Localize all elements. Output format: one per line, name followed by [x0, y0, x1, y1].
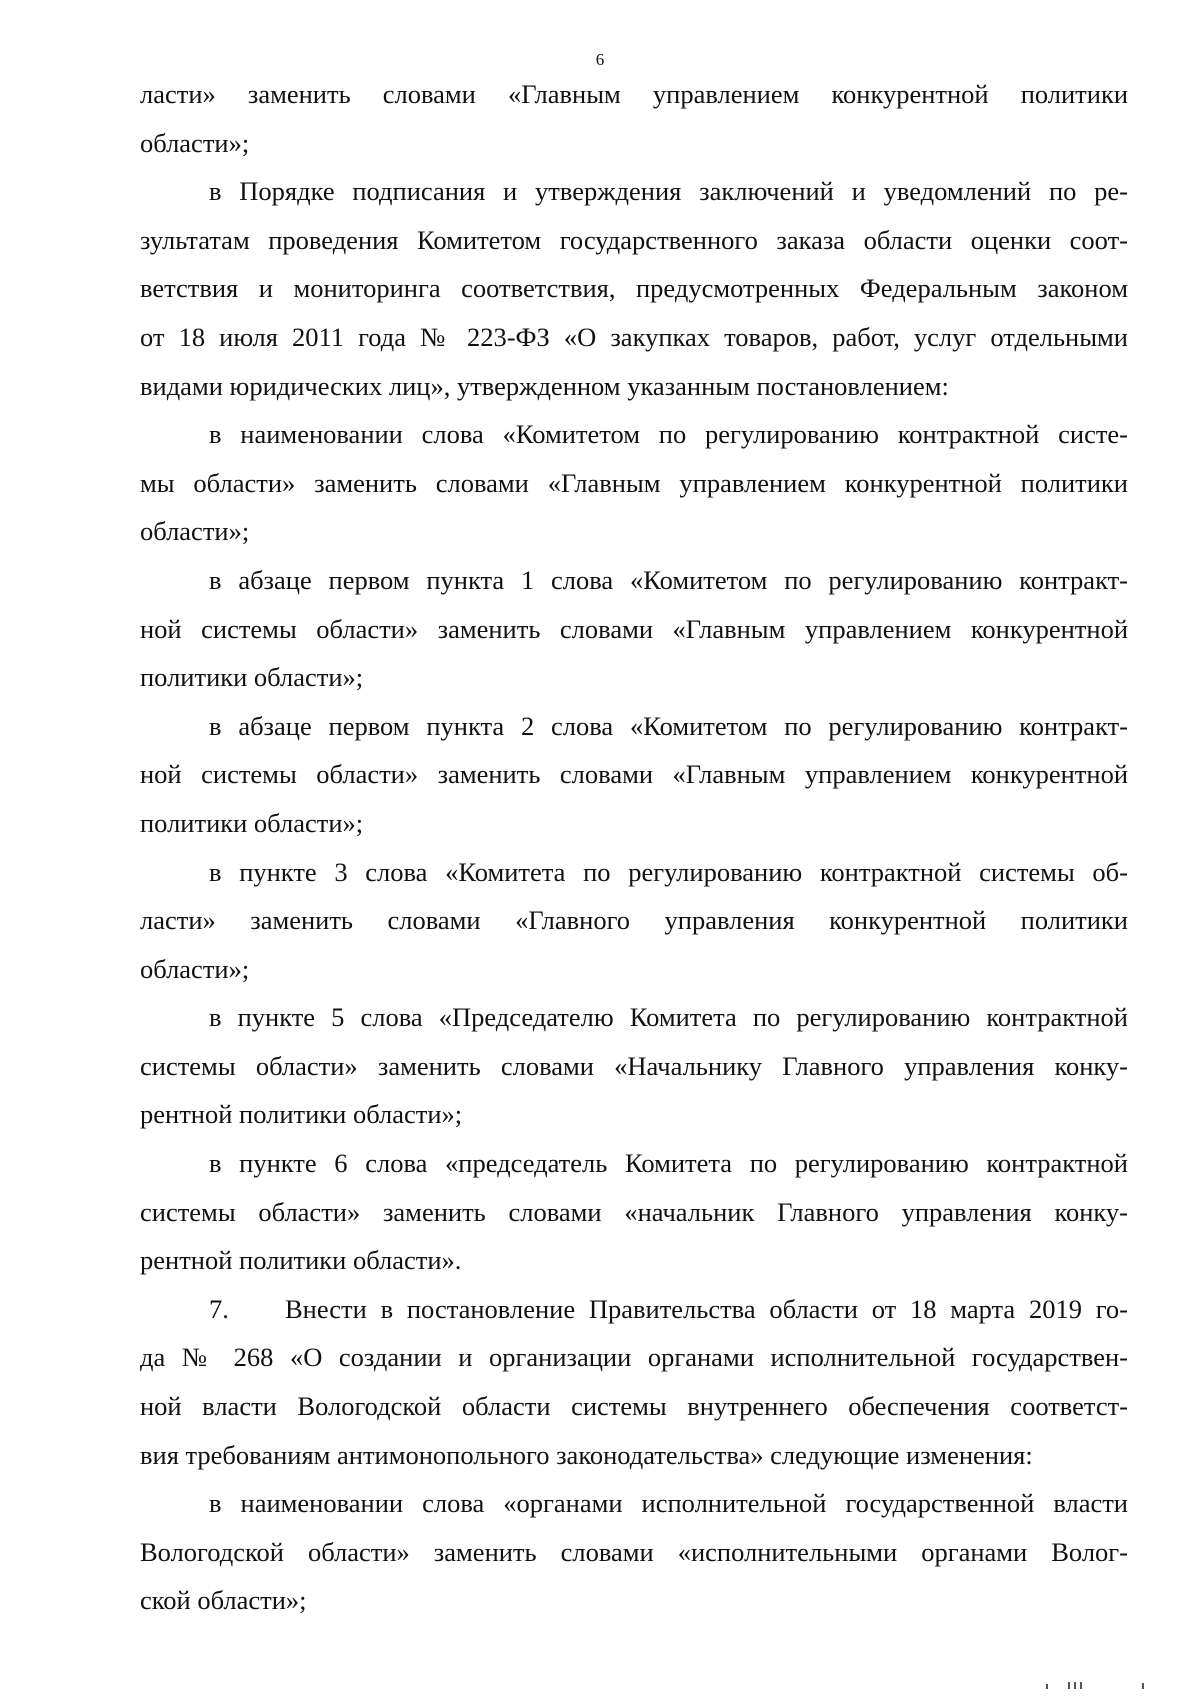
text-line: политики области»;	[140, 807, 364, 838]
text-line: области»;	[140, 127, 250, 158]
text-line: ской области»;	[140, 1585, 307, 1616]
text-line: вия требованиям антимонопольного законодательства» следующие изменения:	[140, 1439, 1033, 1470]
text-line: системы области» заменить словами «Начальнику Главного управления конку-	[140, 1050, 1128, 1081]
text-line: области»;	[140, 953, 250, 984]
page-number: 6	[595, 50, 605, 69]
document-body	[140, 70, 1128, 1625]
text-line: в наименовании слова «Комитетом по регулированию контрактной систе-	[209, 419, 1128, 450]
text-line: в пункте 3 слова «Комитета по регулированию контрактной системы об-	[209, 856, 1128, 887]
text-line: мы области» заменить словами «Главным управлением конкурентной политики	[140, 467, 1128, 498]
text-line: в пункте 5 слова «Председателю Комитета по регулированию контрактной	[209, 1002, 1128, 1033]
text-line: ветствия и мониторинга соответствия, предусмотренных Федеральным законом	[140, 273, 1128, 304]
text-line: видами юридических лиц», утвержденном указанным постановлением:	[140, 370, 949, 401]
scan-artifact-marks	[1038, 1677, 1158, 1689]
text-line: да № 268 «О создании и организации органами исполнительной государствен-	[140, 1342, 1128, 1373]
text-line: системы области» заменить словами «начальник Главного управления конку-	[140, 1196, 1128, 1227]
text-line: ной власти Вологодской области системы внутреннего обеспечения соответст-	[140, 1391, 1128, 1422]
text-line: ласти» заменить словами «Главным управлением конкурентной политики	[140, 79, 1128, 109]
text-line	[140, 1285, 1128, 1334]
text-line: в наименовании слова «органами исполнительной государственной власти	[209, 1488, 1128, 1519]
text-line: зультатам проведения Комитетом государственного заказа области оценки соот-	[140, 224, 1128, 255]
text-line: Вологодской области» заменить словами «исполнительными органами Волог-	[140, 1536, 1128, 1567]
text-line: ной системы области» заменить словами «Главным управлением конкурентной	[140, 759, 1128, 790]
text-line: в Порядке подписания и утверждения заключений и уведомлений по ре-	[209, 176, 1128, 207]
item-number: 7.	[209, 1293, 229, 1324]
text-line: в пункте 6 слова «председатель Комитета по регулированию контрактной	[209, 1148, 1128, 1179]
text-line: политики области»;	[140, 662, 364, 693]
text-line: в абзаце первом пункта 1 слова «Комитетом по регулированию контракт-	[209, 564, 1128, 595]
text-line: рентной политики области».	[140, 1245, 462, 1276]
text-line: области»;	[140, 516, 250, 547]
text-line: рентной политики области»;	[140, 1099, 463, 1130]
text-line: ной системы области» заменить словами «Главным управлением конкурентной	[140, 613, 1128, 644]
text-line: от 18 июля 2011 года № 223-ФЗ «О закупках товаров, работ, услуг отдельными	[140, 321, 1128, 352]
text-line: ласти» заменить словами «Главного управления конкурентной политики	[140, 905, 1128, 936]
item-text: Внести в постановление Правительства области от 18 марта 2019 го-	[285, 1293, 1128, 1324]
text-line: в абзаце первом пункта 2 слова «Комитетом по регулированию контракт-	[209, 710, 1128, 741]
